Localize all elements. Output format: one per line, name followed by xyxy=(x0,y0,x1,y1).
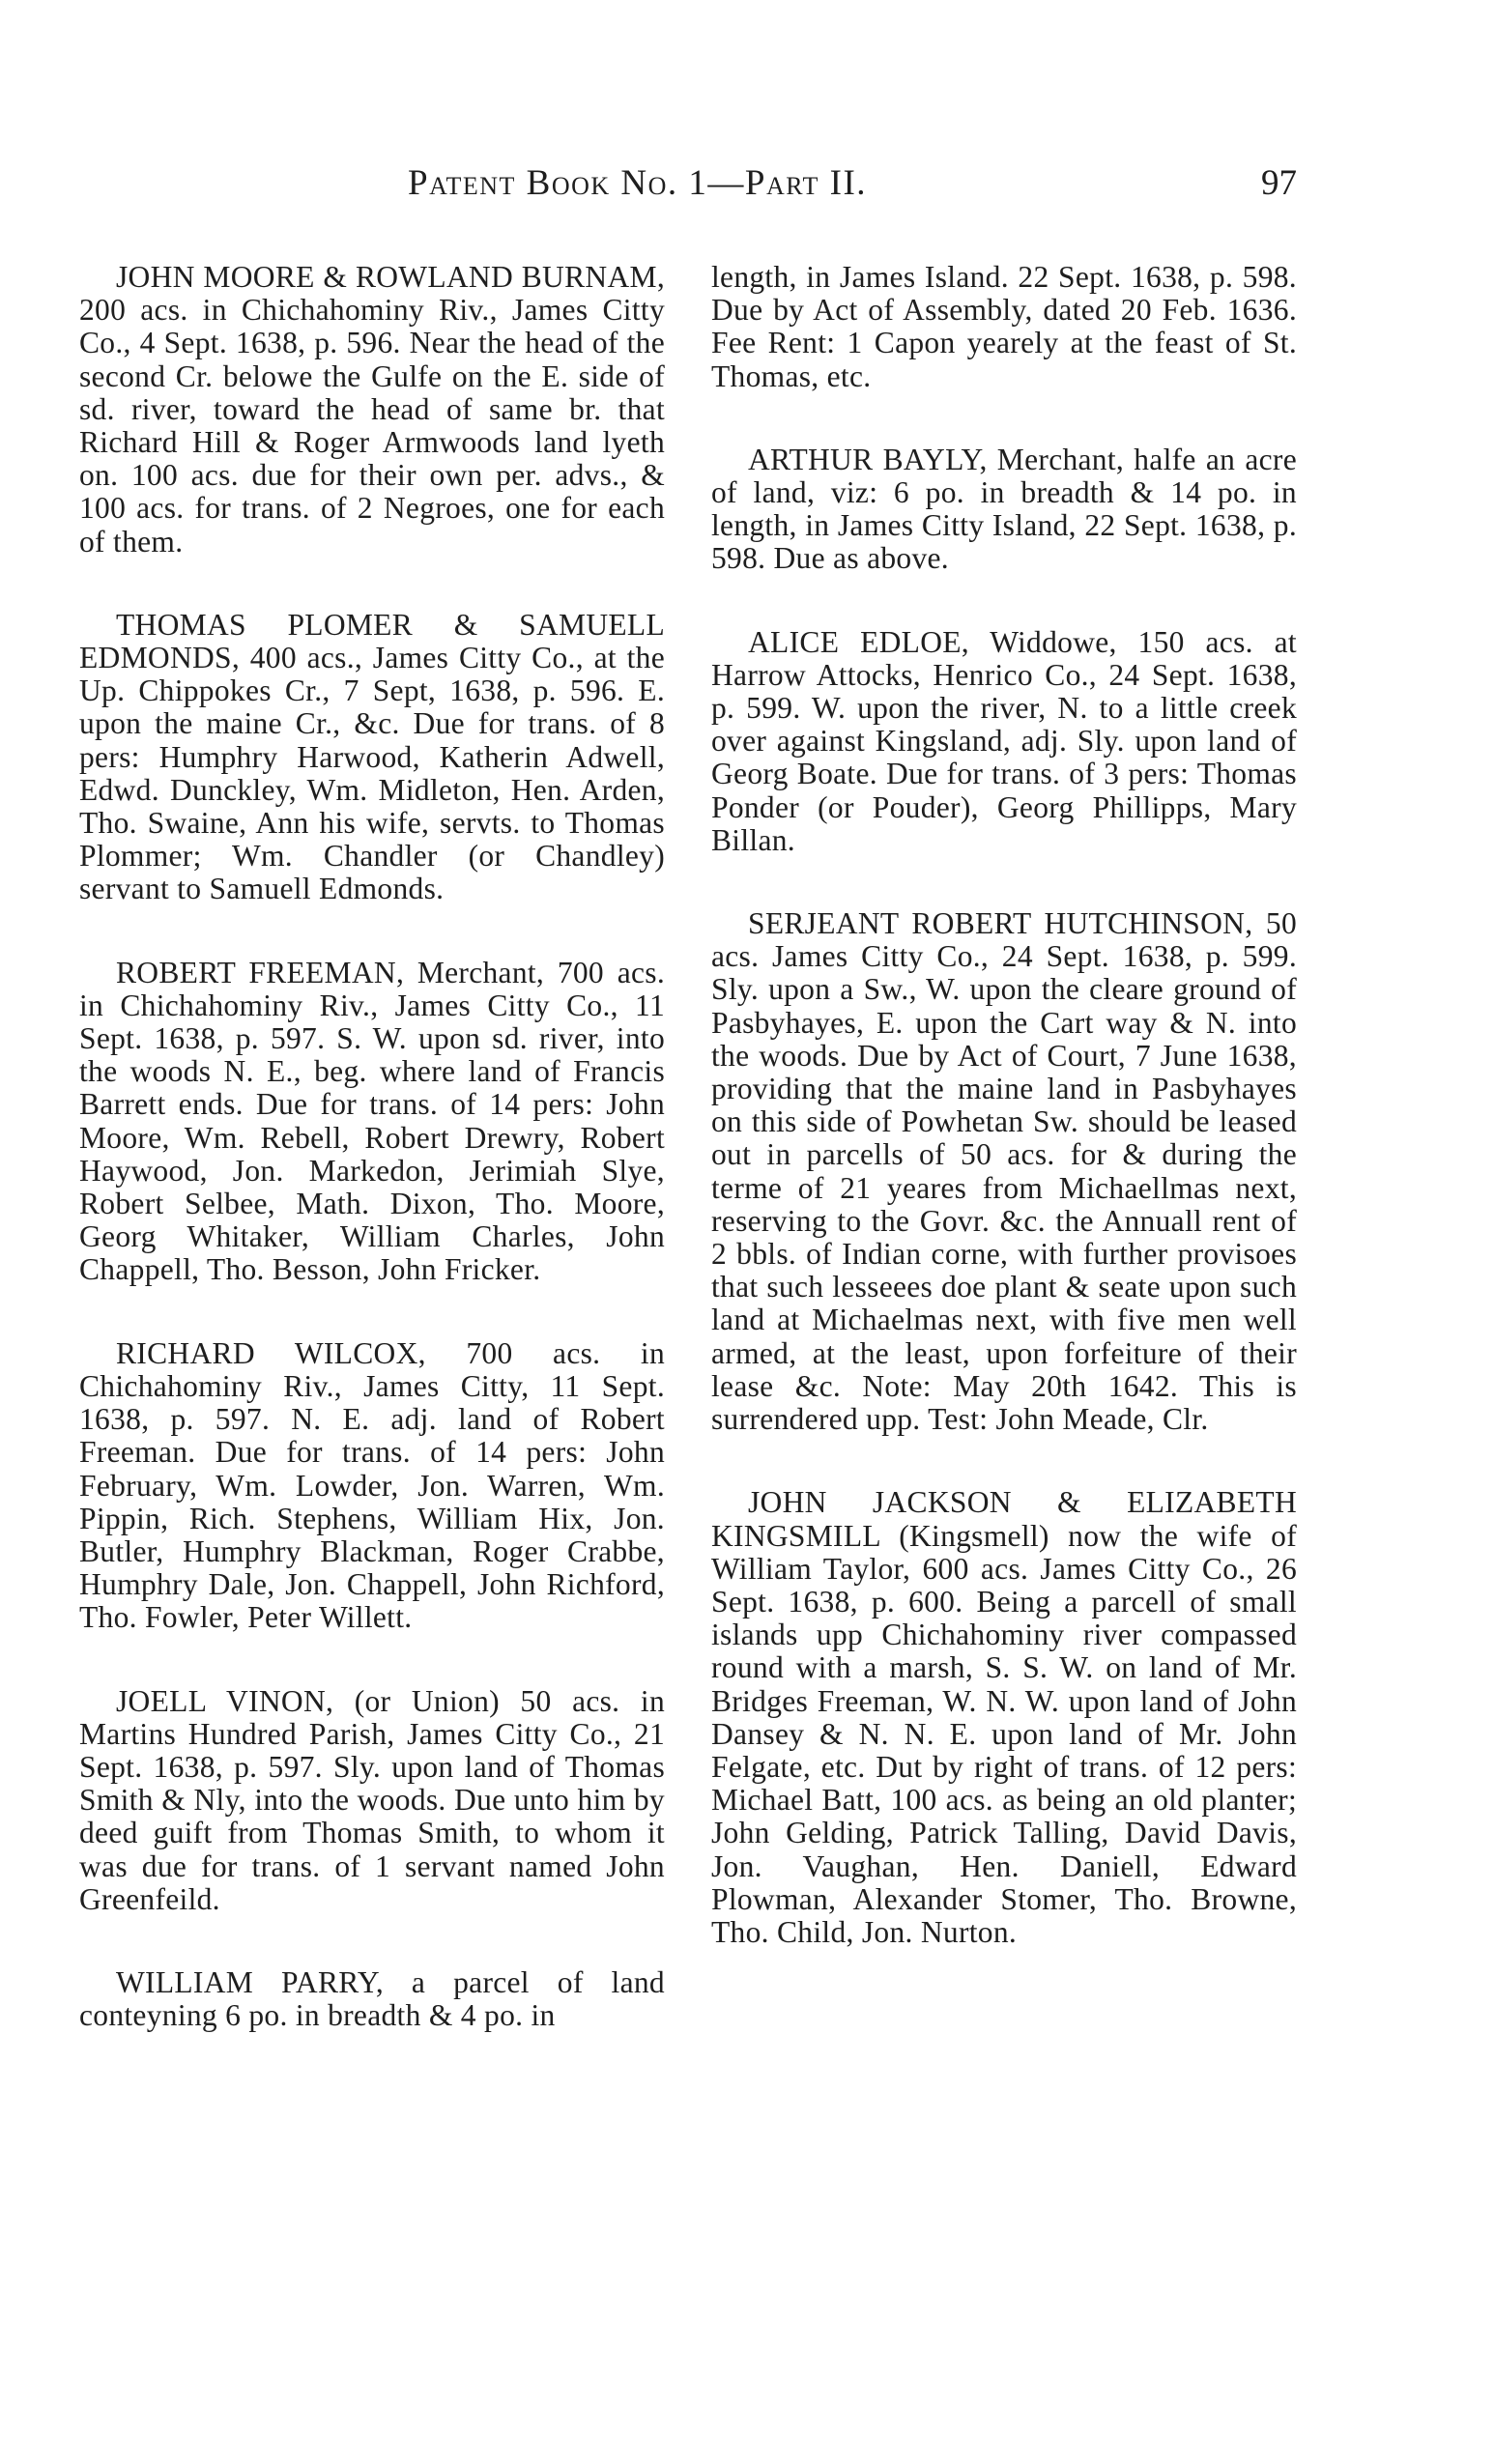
entry-robert-freeman: ROBERT FREEMAN, Merchant, 700 acs. in Chichahominy Riv., James Citty Co., 11 Sept. 1638, p. 597. S. W. upon sd. river, into the woods N. E., beg. where land of Francis Barrett ends. Due for trans. of 14 pers: John Moore, Wm. Rebell, Robert Drewry, Robert Haywood, Jon. Markedon, Jerimiah Slye, Robert Selbee, Math. Dixon, Tho. Moore, Georg Whitaker, William Charles, John Chappell, Tho. Besson, John Fricker. xyxy=(79,955,665,1287)
entry-moore-burnam: JOHN MOORE & ROWLAND BURNAM, 200 acs. in Chichahominy Riv., James Citty Co., 4 Sept. 1638, p. 596. Near the head of the second Cr. belowe the Gulfe on the E. side of sd. river, toward the head of same br. that Richard Hill & Roger Armwoods land lyeth on. 100 acs. due for their own per. advs., & 100 acs. for trans. of 2 Negroes, one for each of them. xyxy=(79,260,665,559)
left-column xyxy=(79,261,665,2082)
entry-plomer-edmonds: THOMAS PLOMER & SAMUELL EDMONDS, 400 acs., James Citty Co., at the Up. Chippokes Cr., 7 Sept, 1638, p. 596. E. upon the maine Cr., &c. Due for trans. of 8 pers: Humphry Harwood, Katherin Adwell, Edwd. Dunckley, Wm. Midleton, Hen. Arden, Tho. Swaine, Ann his wife, servts. to Thomas Plommer; Wm. Chandler (or Chandley) servant to Samuell Edmonds. xyxy=(79,607,665,906)
entry-richard-wilcox: RICHARD WILCOX, 700 acs. in Chichahominy Riv., James Citty, 11 Sept. 1638, p. 597. N. E. adj. land of Robert Freeman. Due for trans. of 14 pers: John February, Wm. Lowder, Jon. Warren, Wm. Pippin, Rich. Stephens, William Hix, Jon. Butler, Humphry Blackman, Roger Crabbe, Humphry Dale, Jon. Chappell, John Richford, Tho. Fowler, Peter Willett. xyxy=(79,1335,665,1635)
entry-alice-edloe: ALICE EDLOE, Widdowe, 150 acs. at Harrow Attocks, Henrico Co., 24 Sept. 1638, p. 599. W. upon the river, N. to a little creek over against Kingsland, adj. Sly. upon land of Georg Boate. Due for trans. of 3 pers: Thomas Ponder (or Pouder), Georg Phillipps, Mary Billan. xyxy=(711,624,1297,857)
entry-william-parry: WILLIAM PARRY, a parcel of land conteyning 6 po. in breadth & 4 po. in xyxy=(79,1964,665,2033)
running-title: Patent Book No. 1—Part II. xyxy=(408,163,868,203)
entry-william-parry-continued: length, in James Island. 22 Sept. 1638, p. 598. Due by Act of Assembly, dated 20 Feb. 1636. Fee Rent: 1 Capon yearely at the feast of St. Thomas, etc. xyxy=(711,260,1297,393)
right-column xyxy=(711,261,1297,1999)
entry-jackson-kingsmill: JOHN JACKSON & ELIZABETH KINGSMILL (Kingsmell) now the wife of William Taylor, 600 acs. James Citty Co., 26 Sept. 1638, p. 600. Being a parcell of small islands upp Chichahominy river compassed round with a marsh, S. S. W. on land of Mr. Bridges Freeman, W. N. W. upon land of John Dansey & N. N. E. upon land of Mr. John Felgate, etc. Dut by right of trans. of 12 pers: Michael Batt, 100 acs. as being an old planter; John Gelding, Patrick Talling, David Davis, Jon. Vaughan, Hen. Daniell, Edward Plowman, Alexander Stomer, Tho. Browne, Tho. Child, Jon. Nurton. xyxy=(711,1485,1297,1949)
entry-robert-hutchinson: SERJEANT ROBERT HUTCHINSON, 50 acs. James Citty Co., 24 Sept. 1638, p. 599. Sly. upon a Sw., W. upon the cleare ground of Pasbyhayes, E. upon the Cart way & N. into the woods. Due by Act of Court, 7 June 1638, providing that the maine land in Pasbyhayes on this side of Powhetan Sw. should be leased out in parcells of 50 acs. for & during the terme of 21 yeares from Michaellmas next, reserving to the Govr. &c. the Annuall rent of 2 bbls. of Indian corne, with further provisoes that such lesseees doe plant & seate upon such land at Michaelmas next, with five men well armed, at the least, upon forfeiture of their lease &c. Note: May 20th 1642. This is surrendered upp. Test: John Meade, Clr. xyxy=(711,906,1297,1437)
entry-joell-vinon: JOELL VINON, (or Union) 50 acs. in Martins Hundred Parish, James Citty Co., 21 Sept. 1638, p. 597. Sly. upon land of Thomas Smith & Nly, into the woods. Due unto him by deed guift from Thomas Smith, to whom it was due for trans. of 1 servant named John Greenfeild. xyxy=(79,1683,665,1916)
entry-arthur-bayly: ARTHUR BAYLY, Merchant, halfe an acre of land, viz: 6 po. in breadth & 14 po. in length, in James Citty Island, 22 Sept. 1638, p. 598. Due as above. xyxy=(711,442,1297,576)
page-number: 97 xyxy=(1261,163,1297,203)
page-header xyxy=(79,162,1297,220)
